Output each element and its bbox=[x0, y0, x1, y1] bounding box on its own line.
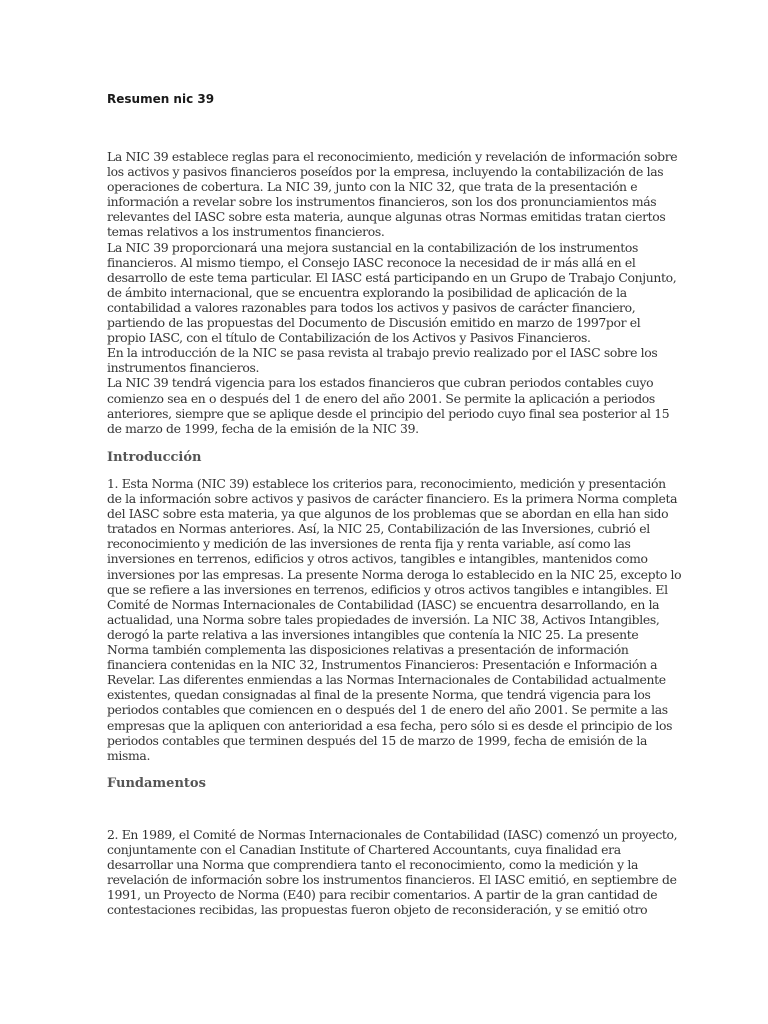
text-line: de la información sobre activos y pasivos de carácter financiero. Es la primera Norma completa bbox=[107, 491, 678, 507]
text-line: comienzo sea en o después del 1 de enero del año 2001. Se permite la aplicación a periodos bbox=[107, 390, 655, 406]
paragraph bbox=[107, 239, 677, 346]
text-line: En la introducción de la NIC se pasa revista al trabajo previo realizado por el IASC sobre los bbox=[107, 345, 658, 361]
text-line: instrumentos financieros. bbox=[107, 360, 260, 376]
text-line: revelación de información sobre los instrumentos financieros. El IASC emitió, en septiembre de bbox=[107, 872, 677, 888]
text-line: contestaciones recibidas, las propuestas fueron objeto de reconsideración, y se emitió otro bbox=[107, 902, 648, 918]
text-line: empresas que la apliquen con anterioridad a esa fecha, pero sólo si es desde el principio de los bbox=[107, 717, 673, 733]
document-title: Resumen nic 39 bbox=[107, 92, 215, 106]
paragraph bbox=[107, 149, 678, 240]
text-line: reconocimiento y medición de las inversiones de renta fija y renta variable, así como las bbox=[107, 536, 631, 552]
text-line: financieros. Al mismo tiempo, el Consejo IASC reconoce la necesidad de ir más allá en el bbox=[107, 254, 636, 270]
paragraph bbox=[107, 375, 670, 436]
intro-text bbox=[107, 149, 678, 436]
text-line: temas relativos a los instrumentos financieros. bbox=[107, 224, 385, 240]
text-line: La NIC 39 tendrá vigencia para los estados financieros que cubran periodos contables cuyo bbox=[107, 375, 654, 391]
text-line: anteriores, siempre que se aplique desde el principio del periodo cuyo final sea posterior al 15 bbox=[107, 405, 670, 421]
text-line: inversiones por las empresas. La presente Norma deroga lo establecido en la NIC 25, excepto lo bbox=[107, 566, 682, 582]
text-line: Revelar. Las diferentes enmiendas a las Normas Internacionales de Contabilidad actualmente bbox=[107, 672, 666, 688]
text-line: de ámbito internacional, que se encuentra explorando la posibilidad de aplicación de la bbox=[107, 284, 627, 300]
text-line: partiendo de las propuestas del Documento de Discusión emitido en marzo de 1997por el bbox=[107, 315, 641, 331]
introduccion-text bbox=[107, 476, 682, 763]
text-line: misma. bbox=[107, 747, 151, 763]
paragraph bbox=[107, 827, 678, 918]
text-line: existentes, quedan consignadas al final de la presente Norma, que tendrá vigencia para los bbox=[107, 687, 651, 703]
text-line: 1. Esta Norma (NIC 39) establece los criterios para, reconocimiento, medición y presentación bbox=[107, 476, 666, 491]
text-line: operaciones de cobertura. La NIC 39, junto con la NIC 32, que trata de la presentación e bbox=[107, 179, 638, 195]
paragraph bbox=[107, 345, 665, 375]
text-line: periodos contables que comiencen en o después del 1 de enero del año 2001. Se permite a las bbox=[107, 702, 668, 718]
text-line: derogó la parte relativa a las inversiones intangibles que contenía la NIC 25. La presente bbox=[107, 626, 639, 642]
text-line: inversiones en terrenos, edificios y otros activos, tangibles e intangibles, mantenidos como bbox=[107, 551, 648, 567]
text-line: conjuntamente con el Canadian Institute of Chartered Accountants, cuya finalidad era bbox=[107, 842, 621, 858]
text-line: La NIC 39 proporcionará una mejora sustancial en la contabilización de los instrumentos bbox=[107, 239, 638, 255]
section-heading-fundamentos: Fundamentos bbox=[107, 776, 206, 791]
text-line: Norma también complementa las disposiciones relativas a presentación de información bbox=[107, 642, 629, 658]
text-line: contabilidad a valores razonables para todos los activos y pasivos de carácter financiero, bbox=[107, 299, 636, 315]
text-line: 2. En 1989, el Comité de Normas Internacionales de Contabilidad (IASC) comenzó un proyecto, bbox=[107, 827, 678, 842]
text-line: propio IASC, con el título de Contabilización de los Activos y Pasivos Financieros. bbox=[107, 330, 591, 346]
text-line: periodos contables que terminen después del 15 de marzo de 1999, fecha de emisión de la bbox=[107, 732, 647, 748]
fundamentos-text bbox=[107, 827, 678, 918]
text-line: información a revelar sobre los instrumentos financieros, son los dos pronunciamientos más bbox=[107, 194, 657, 210]
text-line: actualidad, una Norma sobre tales propiedades de inversión. La NIC 38, Activos Intangibles, bbox=[107, 611, 660, 627]
text-line: La NIC 39 establece reglas para el reconocimiento, medición y revelación de información sobre bbox=[107, 149, 678, 164]
section-heading-introduccion: Introducción bbox=[107, 450, 202, 465]
text-line: financiera contenidas en la NIC 32, Instrumentos Financieros: Presentación e Información a bbox=[107, 657, 658, 673]
text-line: que se refiere a las inversiones en terrenos, edificios y otros activos tangibles e intangibles. El bbox=[107, 581, 668, 597]
paragraph bbox=[107, 476, 682, 763]
text-line: del IASC sobre esta materia, ya que algunos de los problemas que se abordan en ella han sido bbox=[107, 506, 669, 522]
text-line: desarrollar una Norma que comprendiera tanto el reconocimiento, como la medición y la bbox=[107, 857, 638, 873]
text-line: los activos y pasivos financieros poseídos por la empresa, incluyendo la contabilización de las bbox=[107, 164, 664, 180]
text-line: 1991, un Proyecto de Norma (E40) para recibir comentarios. A partir de la gran cantidad de bbox=[107, 887, 658, 903]
text-line: tratados en Normas anteriores. Así, la NIC 25, Contabilización de las Inversiones, cubrió el bbox=[107, 521, 650, 537]
text-line: relevantes del IASC sobre esta materia, aunque algunas otras Normas emitidas tratan ciertos bbox=[107, 209, 666, 225]
text-line: de marzo de 1999, fecha de la emisión de la NIC 39. bbox=[107, 420, 419, 436]
text-line: desarrollo de este tema particular. El IASC está participando en un Grupo de Trabajo Conjunto, bbox=[107, 269, 677, 285]
text-line: Comité de Normas Internacionales de Contabilidad (IASC) se encuentra desarrollando, en la bbox=[107, 596, 660, 612]
